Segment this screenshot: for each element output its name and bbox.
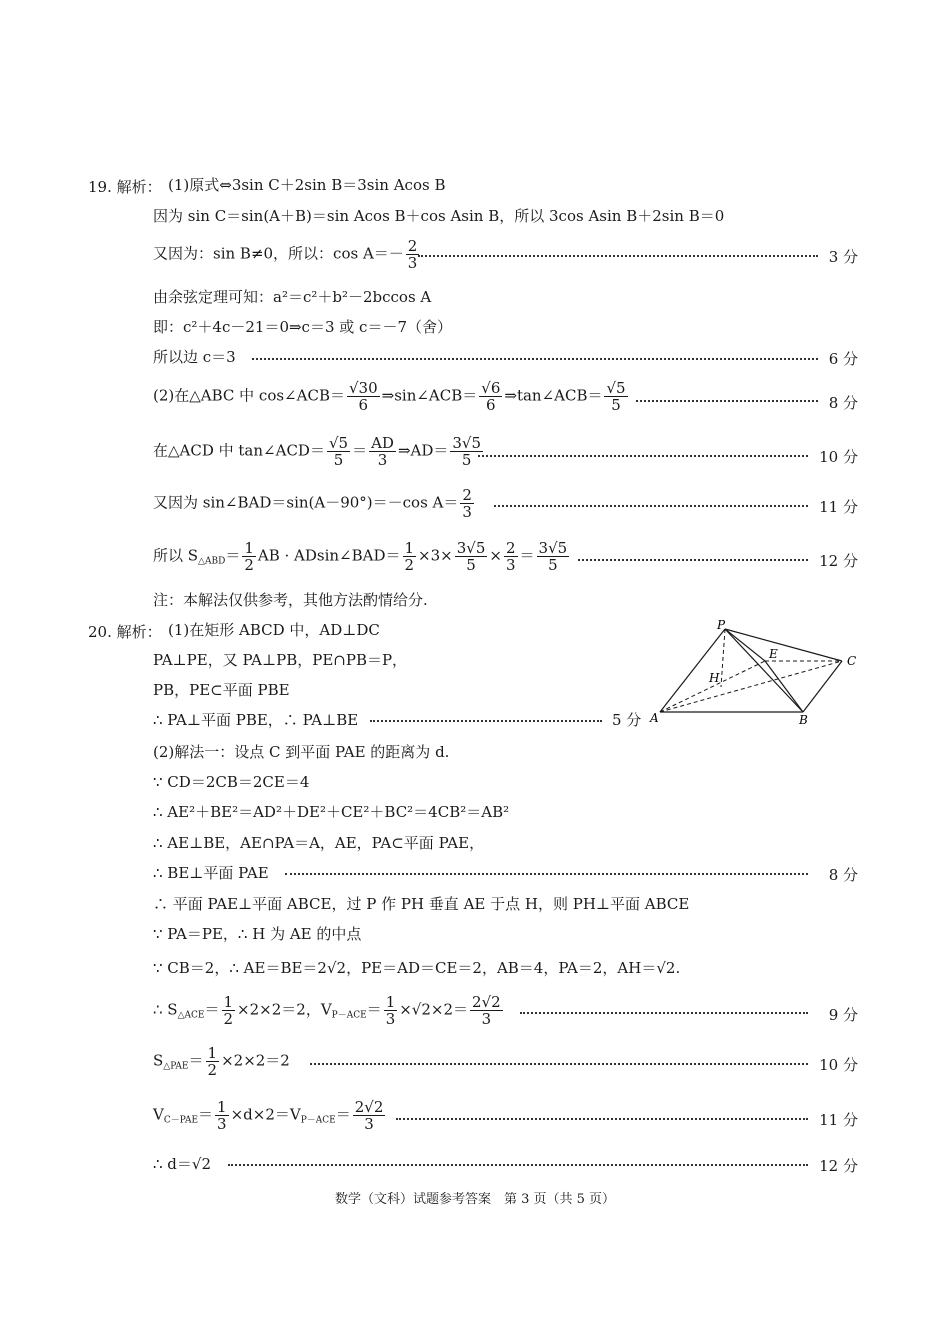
q20-line3: PB，PE⊂平面 PBE bbox=[153, 681, 290, 699]
leader-dots bbox=[252, 358, 818, 360]
fraction: $\frac{2}{3}$ bbox=[407, 237, 418, 272]
page-footer: 数学（文科）试题参考答案 第 3 页（共 5 页） bbox=[334, 1192, 616, 1207]
q20-score-5: 5 分 bbox=[612, 711, 642, 729]
q20-score-11: 11 分 bbox=[819, 1111, 858, 1129]
q19-score-12: 12 分 bbox=[819, 552, 858, 570]
label-H: H bbox=[709, 671, 720, 685]
leader-dots bbox=[494, 505, 808, 507]
leader-dots bbox=[396, 1118, 808, 1120]
q20-score-8: 8 分 bbox=[828, 866, 858, 884]
q19-label: 19. 解析： bbox=[88, 178, 162, 196]
q20-line15: $V_{C-PAE}=$ $\frac{1}{3}$ $\times d\times 2=V_{P-ACE}=$ $\frac{2√2}{3}$ bbox=[153, 1098, 384, 1133]
q20-line6: ∵ CD＝2CB＝2CE＝4 bbox=[153, 773, 310, 791]
leader-dots bbox=[636, 400, 818, 402]
leader-dots bbox=[285, 873, 808, 875]
q19-line10: 所以 $S_{\triangle ABD}=$ $\frac{1}{2}$ AB · ADsin∠BAD＝ $\frac{1}{2}$ ×3× $\frac{3√5}{5}$ × $\frac{2}{3}$ ＝ $\frac{3√5}{5}$ bbox=[153, 539, 568, 574]
q20-score-9: 9 分 bbox=[828, 1006, 858, 1024]
leader-dots bbox=[228, 1164, 808, 1166]
edge-BC bbox=[803, 661, 842, 712]
q20-line9: ∴ BE⊥平面 PAE bbox=[153, 864, 269, 882]
q19-line9: 又因为 sin∠BAD＝sin(A－90°)＝－cos A＝ $\frac{2}{3}$ bbox=[153, 486, 472, 521]
q20-line13: ∴ $S_{\triangle ACE}=$ $\frac{1}{2}$ ×2×2＝2，$V_{P-ACE}=$ $\frac{1}{3}$ ×√2×2＝ $\frac{2√2}{3}$ bbox=[153, 993, 501, 1028]
edge-AC bbox=[660, 661, 842, 712]
q19-line8: 在△ACD 中 tan∠ACD＝ $\frac{√5}{5}$ ＝ $\frac{AD}{3}$ ⇒AD＝ $\frac{3√5}{5}$ bbox=[153, 434, 482, 469]
leader-dots bbox=[370, 720, 602, 722]
q20-line1: (1)在矩形 ABCD 中，AD⊥DC bbox=[168, 621, 380, 639]
q20-line2: PA⊥PE，又 PA⊥PB，PE∩PB＝P， bbox=[153, 651, 408, 669]
q20-line10: ∴ 平面 PAE⊥平面 ABCE，过 P 作 PH 垂直 AE 于点 H，则 PH⊥平面 ABCE bbox=[153, 895, 690, 913]
pyramid-figure bbox=[645, 615, 870, 730]
q19-line3: 又因为：sin B≠0，所以：cos A＝－ $\frac{2}{3}$ bbox=[153, 237, 418, 272]
q19-line1: (1)原式⇔3sin C＋2sin B＝3sin Acos B bbox=[168, 176, 446, 194]
q19-line4: 由余弦定理可知：a²＝c²＋b²－2bccos A bbox=[153, 288, 432, 306]
q20-score-12: 12 分 bbox=[819, 1157, 858, 1175]
label-E: E bbox=[769, 647, 778, 661]
leader-dots bbox=[578, 559, 808, 561]
edge-PC bbox=[725, 629, 842, 661]
q19-score-6: 6 分 bbox=[828, 350, 858, 368]
q19-line2: 因为 sin C＝sin(A＋B)＝sin Acos B＋cos Asin B，所以 3cos Asin B＋2sin B＝0 bbox=[153, 207, 725, 225]
q20-score-10: 10 分 bbox=[819, 1056, 858, 1074]
q19-score-3: 3 分 bbox=[828, 248, 858, 266]
edge-PE bbox=[725, 629, 765, 661]
leader-dots bbox=[418, 255, 818, 257]
edge-EB bbox=[765, 661, 803, 712]
q19-line5: 即：c²＋4c－21＝0⇒c＝3 或 c＝－7（舍） bbox=[153, 318, 452, 336]
q20-line4: ∴ PA⊥平面 PBE，∴ PA⊥BE bbox=[153, 711, 359, 729]
q20-line14: $S_{\triangle PAE}=$ $\frac{1}{2}$ ×2×2＝2 bbox=[153, 1044, 290, 1079]
q19-line7: (2)在△ABC 中 cos∠ACB＝ $\frac{√30}{6}$ ⇒sin∠ACB＝ $\frac{√6}{6}$ ⇒tan∠ACB＝ $\frac{√5}{5}$ bbox=[153, 379, 626, 414]
leader-dots bbox=[478, 455, 808, 457]
q19-score-8: 8 分 bbox=[828, 394, 858, 412]
q20-line8: ∴ AE⊥BE，AE∩PA＝A，AE，PA⊂平面 PAE， bbox=[153, 834, 485, 852]
q19-score-11: 11 分 bbox=[819, 498, 858, 516]
edge-PH bbox=[721, 629, 725, 687]
q20-line7: ∴ AE²＋BE²＝AD²＋DE²＋CE²＋BC²＝4CB²＝AB² bbox=[153, 803, 510, 821]
q20-line5: (2)解法一：设点 C 到平面 PAE 的距离为 d. bbox=[153, 743, 450, 761]
label-B: B bbox=[799, 713, 808, 727]
q19-line6: 所以边 c＝3 bbox=[153, 348, 236, 366]
q20-line16: ∴ d＝√2 bbox=[153, 1155, 212, 1173]
q20-line12: ∵ CB＝2，∴ AE＝BE＝2√2，PE＝AD＝CE＝2，AB＝4，PA＝2，AH＝√2. bbox=[153, 959, 681, 977]
q19-note: 注：本解法仅供参考，其他方法酌情给分. bbox=[153, 591, 428, 609]
edge-PB bbox=[725, 629, 803, 712]
q20-label: 20. 解析： bbox=[88, 623, 162, 641]
label-C: C bbox=[847, 654, 857, 668]
leader-dots bbox=[310, 1063, 808, 1065]
q19-score-10: 10 分 bbox=[819, 448, 858, 466]
label-A: A bbox=[650, 711, 659, 725]
leader-dots bbox=[520, 1012, 808, 1014]
label-P: P bbox=[717, 618, 726, 632]
q20-line11: ∵ PA＝PE，∴ H 为 AE 的中点 bbox=[153, 925, 362, 943]
